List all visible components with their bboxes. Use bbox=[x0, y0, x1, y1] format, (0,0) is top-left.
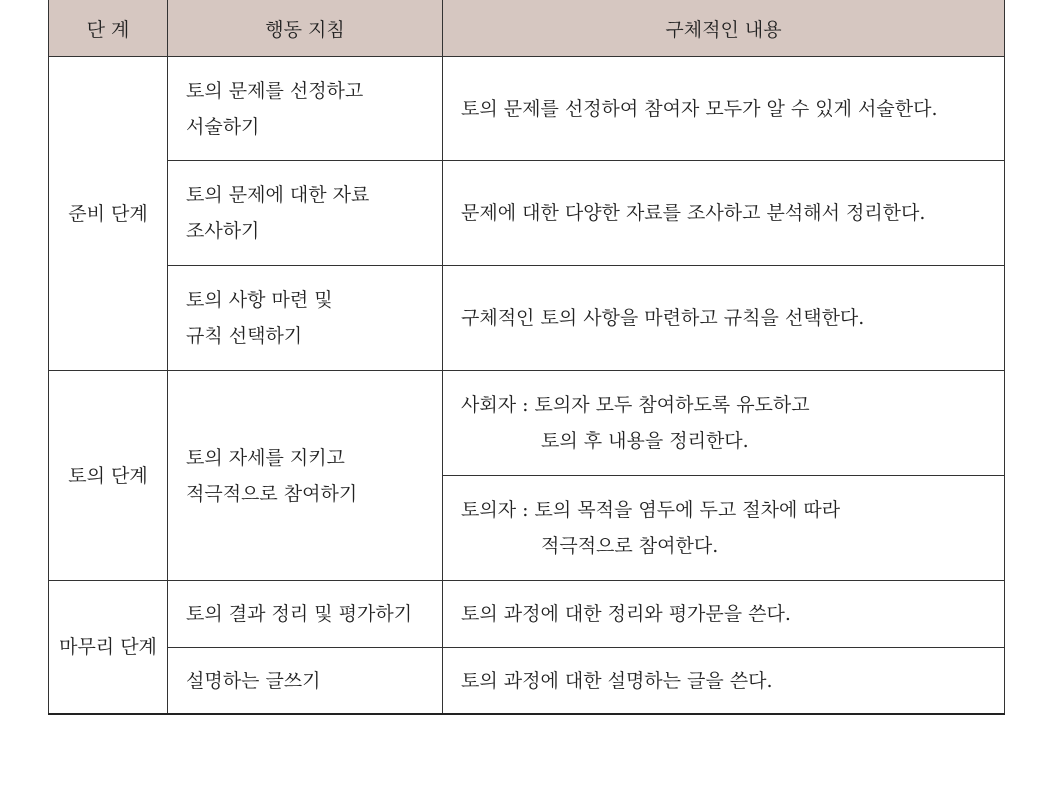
guide-cell bbox=[168, 266, 443, 371]
guide-line: 조사하기 bbox=[186, 220, 260, 242]
detail-cell: 구체적인 토의 사항을 마련하고 규칙을 선택한다. bbox=[443, 266, 1005, 371]
guide-line: 토의 자세를 지키고 bbox=[186, 446, 345, 469]
guide-line: 토의 사항 마련 및 bbox=[186, 289, 333, 311]
table-row bbox=[49, 161, 1005, 266]
participant-cell bbox=[443, 476, 1005, 581]
table-row bbox=[49, 648, 1005, 715]
table-row bbox=[49, 581, 1005, 648]
detail-cell: 토의 과정에 대한 설명하는 글을 쓴다. bbox=[443, 648, 1005, 715]
header-row bbox=[49, 0, 1005, 57]
detail-cell: 토의 문제를 선정하여 참여자 모두가 알 수 있게 서술한다. bbox=[443, 57, 1005, 161]
table-row bbox=[49, 57, 1005, 161]
header-detail: 구체적인 내용 bbox=[443, 0, 1005, 57]
header-stage: 단 계 bbox=[49, 0, 168, 57]
guide-line: 규칙 선택하기 bbox=[186, 325, 303, 347]
participant-line: 토의자 : 토의 목적을 염두에 두고 절차에 따라 bbox=[461, 499, 841, 521]
header-guideline: 행동 지침 bbox=[168, 0, 443, 57]
detail-cell: 문제에 대한 다양한 자료를 조사하고 분석해서 정리한다. bbox=[443, 161, 1005, 266]
guide-cell: 토의 결과 정리 및 평가하기 bbox=[168, 581, 443, 648]
stage-discussion: 토의 단계 bbox=[49, 371, 168, 581]
discussion-guide-table bbox=[48, 0, 1005, 715]
guide-line: 토의 문제를 선정하고 bbox=[186, 79, 364, 102]
table-row bbox=[49, 371, 1005, 476]
participant-line-continued: 적극적으로 참여한다. bbox=[541, 535, 719, 557]
moderator-line-continued: 토의 후 내용을 정리한다. bbox=[541, 430, 749, 452]
stage-wrapup: 마무리 단계 bbox=[49, 581, 168, 715]
guide-cell bbox=[168, 161, 443, 266]
stage-preparation: 준비 단계 bbox=[49, 57, 168, 371]
guide-line: 적극적으로 참여하기 bbox=[186, 482, 358, 505]
guide-line: 서술하기 bbox=[186, 115, 260, 138]
detail-cell: 토의 과정에 대한 정리와 평가문을 쓴다. bbox=[443, 581, 1005, 648]
moderator-line: 사회자 : 토의자 모두 참여하도록 유도하고 bbox=[461, 394, 810, 416]
guide-cell bbox=[168, 371, 443, 581]
table-row bbox=[49, 266, 1005, 371]
guide-cell bbox=[168, 57, 443, 161]
guide-cell: 설명하는 글쓰기 bbox=[168, 648, 443, 715]
moderator-cell bbox=[443, 371, 1005, 476]
guide-line: 토의 문제에 대한 자료 bbox=[186, 184, 370, 206]
